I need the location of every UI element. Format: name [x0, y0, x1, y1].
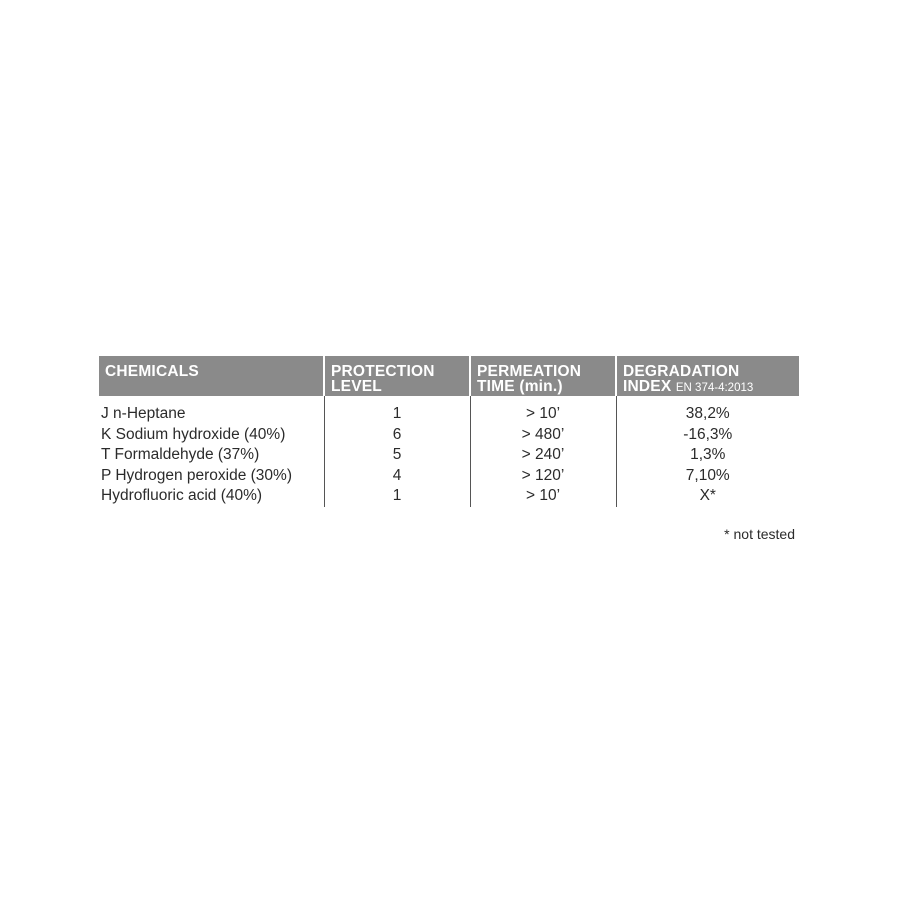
table-row — [99, 486, 799, 507]
footnote-not-tested: * not tested — [724, 526, 795, 542]
permeation-time-value: > 480’ — [470, 425, 616, 446]
degradation-index-value: 7,10% — [616, 466, 799, 487]
protection-level-value: 4 — [324, 466, 470, 487]
header-protection-level — [324, 356, 470, 396]
table-row — [99, 445, 799, 466]
header-permeation-line1: PERMEATION — [477, 363, 582, 380]
chemical-name: K Sodium hydroxide (40%) — [101, 425, 286, 443]
permeation-time-value: > 240’ — [470, 445, 616, 466]
degradation-index-value: -16,3% — [616, 425, 799, 446]
permeation-time-value: > 10’ — [470, 486, 616, 507]
chemical-name: T Formaldehyde (37%) — [101, 446, 260, 463]
protection-level-value: 1 — [324, 396, 470, 425]
table-row — [99, 425, 799, 446]
permeation-time-value: > 120’ — [470, 466, 616, 487]
table-header-row — [99, 356, 799, 396]
degradation-index-value: 1,3% — [616, 445, 799, 466]
header-degradation-line1: DEGRADATION — [623, 363, 740, 380]
chemical-name: J n-Heptane — [101, 405, 186, 422]
header-degradation-line2-wrap — [623, 379, 793, 396]
permeation-time-value: > 10’ — [470, 396, 616, 425]
header-protection-line2: LEVEL — [331, 378, 382, 395]
chemical-name: P Hydrogen peroxide (30%) — [101, 466, 292, 484]
header-degradation-index — [616, 356, 799, 396]
header-permeation-time — [470, 356, 616, 396]
header-degradation-line2: INDEX — [623, 378, 672, 395]
protection-level-value: 6 — [324, 425, 470, 446]
protection-level-value: 1 — [324, 486, 470, 507]
chemical-name: Hydrofluoric acid (40%) — [101, 487, 263, 504]
degradation-index-value: X* — [616, 486, 799, 507]
header-permeation-line2: TIME (min.) — [477, 378, 563, 395]
header-chemicals — [99, 356, 324, 396]
header-degradation-standard: EN 374-4:2013 — [675, 382, 754, 394]
header-protection-line1: PROTECTION — [331, 363, 435, 380]
table-row — [99, 396, 799, 425]
chemical-resistance-table-container — [99, 356, 799, 542]
chemical-resistance-table — [99, 356, 799, 507]
header-chemicals-label: CHEMICALS — [105, 363, 199, 380]
degradation-index-value: 38,2% — [616, 396, 799, 425]
table-row — [99, 466, 799, 487]
protection-level-value: 5 — [324, 445, 470, 466]
